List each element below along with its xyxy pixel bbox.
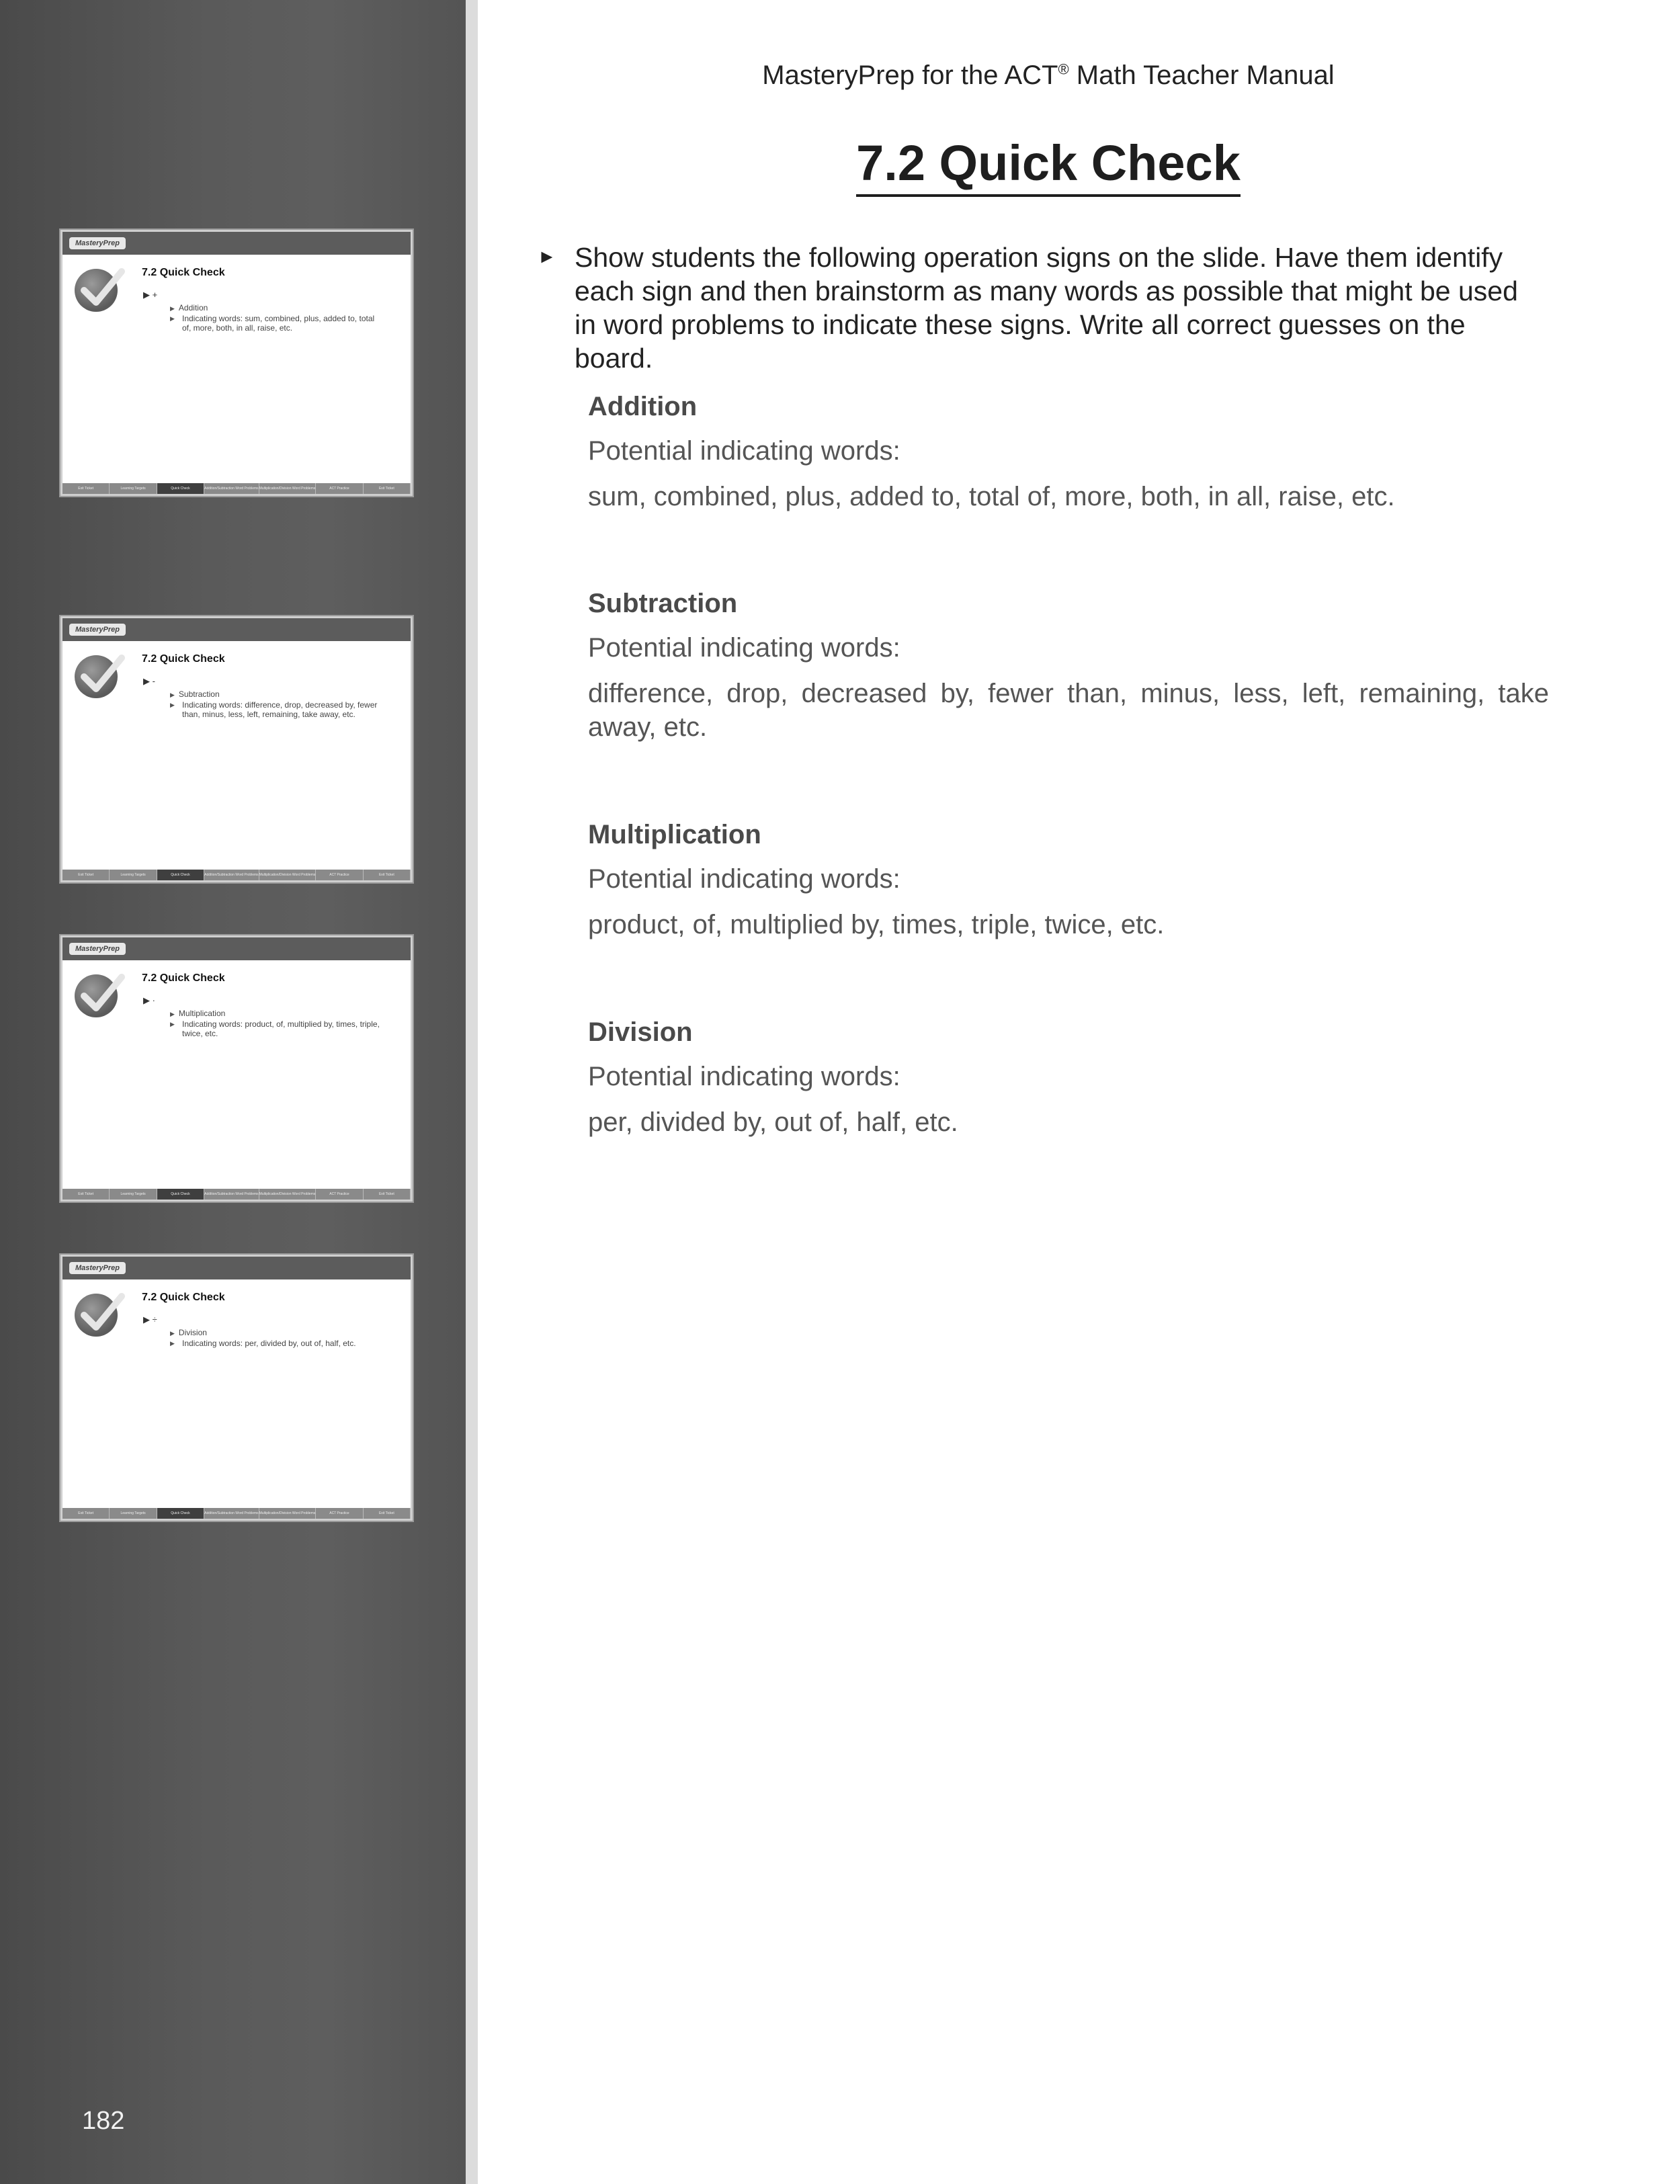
slide-top-bar <box>62 232 411 255</box>
slide-footer-tab: Exit Ticket <box>62 483 110 494</box>
sidebar-edge <box>466 0 478 2184</box>
section-heading: Subtraction <box>588 589 738 618</box>
section-label: Potential indicating words: <box>588 1062 900 1091</box>
slide-footer-tab: Learning Targets <box>110 1508 157 1519</box>
slide-operation-name <box>170 303 208 312</box>
slide-operation-sign: ▶ - <box>143 676 155 686</box>
section-division <box>588 1015 1549 1139</box>
section-addition <box>588 390 1549 513</box>
slide-title: 7.2 Quick Check <box>142 972 225 984</box>
slide-footer-tab: Addition/Subtraction Word Problems <box>204 870 259 880</box>
slide-footer-tab: ACT Practice <box>316 1189 363 1200</box>
slide-footer-tab: Learning Targets <box>110 1189 157 1200</box>
slide-thumbnail-division[interactable] <box>60 1255 413 1521</box>
intro-instructions: Show students the following operation signs on the slide. Have them identify each sign and then brainstorm as many words as possible that might be used in word problems to indicate these signs. Write all correct guesses on the board. <box>575 242 1518 374</box>
slide-operation-name <box>170 689 220 699</box>
slide-footer-tab: Addition/Subtraction Word Problems <box>204 483 259 494</box>
manual-title-prefix: MasteryPrep for the ACT <box>762 60 1058 90</box>
checkmark-icon <box>75 655 118 698</box>
slide-top-bar <box>62 1257 411 1279</box>
slide-footer-tab: Quick Check <box>157 1189 204 1200</box>
slide-top-bar <box>62 618 411 641</box>
slide-footer-nav <box>62 1508 411 1519</box>
slide-footer-tab: Exit Ticket <box>364 483 411 494</box>
slide-footer-tab: Addition/Subtraction Word Problems <box>204 1189 259 1200</box>
slide-indicating-words: ▶ Indicating words: sum, combined, plus, added to, total of, more, both, in all, raise, etc. <box>182 314 384 333</box>
slide-footer-tab: ACT Practice <box>316 483 363 494</box>
section-words: per, divided by, out of, half, etc. <box>588 1107 958 1137</box>
manual-title-suffix: Math Teacher Manual <box>1068 60 1335 90</box>
slide-footer-nav <box>62 870 411 880</box>
section-words: sum, combined, plus, added to, total of, more, both, in all, raise, etc. <box>588 482 1395 511</box>
registered-mark: ® <box>1058 60 1069 78</box>
section-multiplication <box>588 818 1549 941</box>
slide-indicating-words: ▶ Indicating words: per, divided by, out of, half, etc. <box>182 1339 384 1348</box>
slide-thumbnail-multiplication[interactable] <box>60 935 413 1202</box>
page-number: 182 <box>82 2107 125 2135</box>
slide-footer-tab: Exit Ticket <box>62 870 110 880</box>
slide-operation-sign: ▶ · <box>143 995 155 1005</box>
slide-footer-tab: Learning Targets <box>110 870 157 880</box>
slide-footer-tab: ACT Practice <box>316 870 363 880</box>
section-label: Potential indicating words: <box>588 633 900 663</box>
slide-operation-name-text: Multiplication <box>178 1009 226 1018</box>
section-words: product, of, multiplied by, times, triple, twice, etc. <box>588 910 1165 939</box>
slide-footer-tab: Quick Check <box>157 1508 204 1519</box>
page-title-text: 7.2 Quick Check <box>856 134 1241 197</box>
slide-footer-tab: Quick Check <box>157 870 204 880</box>
slide-operation-name-text: Division <box>178 1328 207 1337</box>
slide-footer-tab: Exit Ticket <box>62 1508 110 1519</box>
masteryprep-logo: MasteryPrep <box>69 1262 126 1274</box>
checkmark-icon <box>75 974 118 1017</box>
masteryprep-logo: MasteryPrep <box>69 237 126 249</box>
slide-title: 7.2 Quick Check <box>142 1292 225 1303</box>
section-subtraction <box>588 587 1549 744</box>
slide-footer-tab: ACT Practice <box>316 1508 363 1519</box>
slide-footer-tab: Multiplication/Division Word Problems <box>259 1508 317 1519</box>
slide-footer-tab: Multiplication/Division Word Problems <box>259 1189 317 1200</box>
section-heading: Multiplication <box>588 820 761 849</box>
slide-footer-tab: Quick Check <box>157 483 204 494</box>
slide-operation-name <box>170 1328 207 1337</box>
slide-footer-tab: Exit Ticket <box>364 870 411 880</box>
section-words: difference, drop, decreased by, fewer than, minus, less, left, remaining, take away, etc. <box>588 679 1549 742</box>
slide-indicating-words: ▶ Indicating words: difference, drop, decreased by, fewer than, minus, less, left, remaining, take away, etc. <box>182 700 384 719</box>
slide-footer-tab: Multiplication/Division Word Problems <box>259 483 317 494</box>
slide-title: 7.2 Quick Check <box>142 653 225 665</box>
slide-footer-tab: Learning Targets <box>110 483 157 494</box>
bullet-arrow-icon: ► <box>538 246 556 267</box>
slide-title: 7.2 Quick Check <box>142 267 225 278</box>
slide-footer-tab: Addition/Subtraction Word Problems <box>204 1508 259 1519</box>
masteryprep-logo: MasteryPrep <box>69 624 126 636</box>
slide-operation-sign: ▶ ÷ <box>143 1314 157 1325</box>
checkmark-icon <box>75 269 118 312</box>
slide-operation-sign: ▶ + <box>143 290 158 300</box>
slide-operation-name <box>170 1009 225 1018</box>
slide-operation-name-text: Addition <box>178 303 208 312</box>
section-label: Potential indicating words: <box>588 436 900 466</box>
slide-top-bar <box>62 937 411 960</box>
section-heading: Addition <box>588 392 698 421</box>
section-heading: Division <box>588 1017 693 1047</box>
checkmark-icon <box>75 1294 118 1337</box>
slide-footer-tab: Exit Ticket <box>364 1189 411 1200</box>
slide-operation-name-text: Subtraction <box>178 689 220 699</box>
section-label: Potential indicating words: <box>588 864 900 894</box>
slide-thumbnail-addition[interactable] <box>60 230 413 496</box>
masteryprep-logo: MasteryPrep <box>69 943 126 955</box>
slide-thumbnail-subtraction[interactable] <box>60 616 413 882</box>
slide-footer-nav <box>62 483 411 494</box>
slide-footer-tab: Exit Ticket <box>364 1508 411 1519</box>
slide-footer-nav <box>62 1189 411 1200</box>
slide-footer-tab: Multiplication/Division Word Problems <box>259 870 317 880</box>
slide-indicating-words: ▶ Indicating words: product, of, multiplied by, times, triple, twice, etc. <box>182 1019 384 1038</box>
manual-title <box>746 60 1351 91</box>
slide-footer-tab: Exit Ticket <box>62 1189 110 1200</box>
page-title <box>806 134 1290 197</box>
